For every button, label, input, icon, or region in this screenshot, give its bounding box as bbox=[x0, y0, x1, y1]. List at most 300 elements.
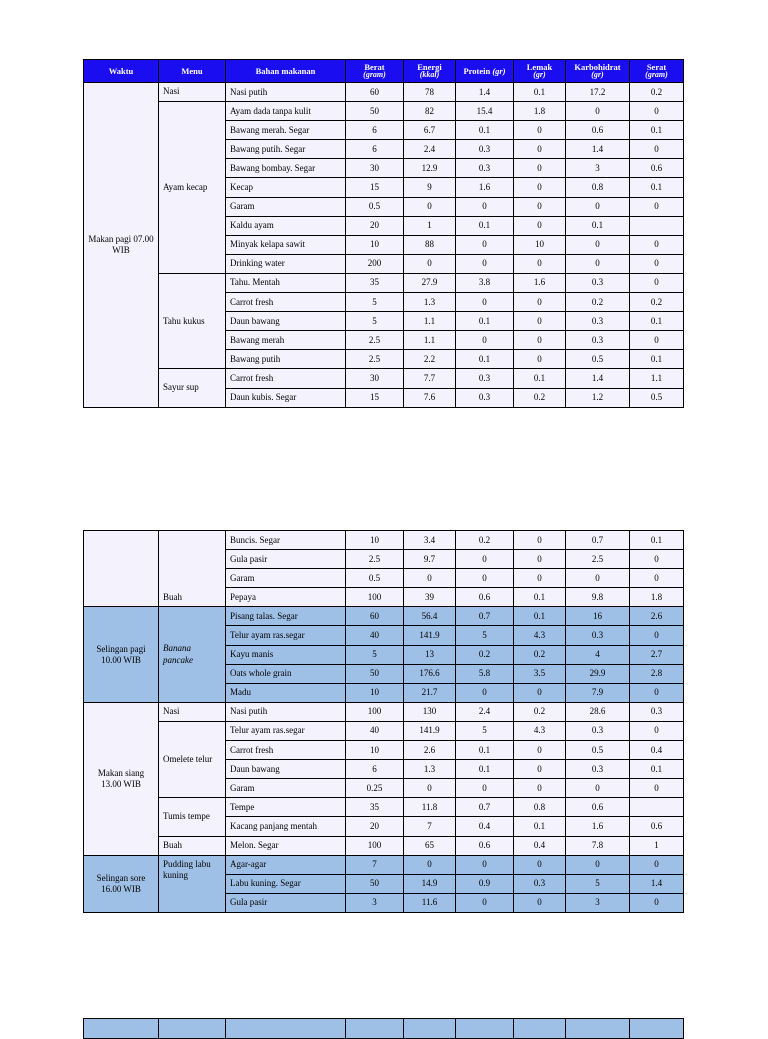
table-row bbox=[84, 702, 684, 721]
serat-cell: 0.6 bbox=[630, 817, 684, 836]
energi-cell: 65 bbox=[404, 836, 456, 855]
berat-cell: 50 bbox=[346, 664, 404, 683]
energi-cell: 141.9 bbox=[404, 626, 456, 645]
protein-cell: 3.8 bbox=[456, 273, 514, 292]
menu-cell: Omelete telur bbox=[159, 721, 226, 797]
berat-cell: 200 bbox=[346, 254, 404, 273]
ingredient-cell: Pepaya bbox=[226, 588, 346, 607]
serat-cell: 0.1 bbox=[630, 312, 684, 331]
energi-cell: 0 bbox=[404, 254, 456, 273]
serat-cell: 0 bbox=[630, 683, 684, 702]
lemak-cell: 0.2 bbox=[514, 645, 566, 664]
berat-cell: 10 bbox=[346, 683, 404, 702]
ingredient-cell: Bawang merah. Segar bbox=[226, 121, 346, 140]
menu-cell: Banana pancake bbox=[159, 607, 226, 702]
energi-cell: 82 bbox=[404, 102, 456, 121]
berat-cell: 0.5 bbox=[346, 569, 404, 588]
karbohidrat-cell: 0 bbox=[566, 197, 630, 216]
ingredient-cell: Daun bawang bbox=[226, 312, 346, 331]
serat-cell: 0.1 bbox=[630, 531, 684, 550]
meal-cell: Selingan sore 16.00 WIB bbox=[84, 855, 159, 912]
ingredient-cell: Bawang bombay. Segar bbox=[226, 159, 346, 178]
header-berat: Berat (gram) bbox=[346, 60, 404, 83]
protein-cell: 0 bbox=[456, 197, 514, 216]
serat-cell: 0 bbox=[630, 893, 684, 912]
menu-cell: Buah bbox=[159, 836, 226, 855]
menu-cell: Nasi bbox=[159, 702, 226, 721]
berat-cell: 2.5 bbox=[346, 550, 404, 569]
energi-cell: 11.6 bbox=[404, 893, 456, 912]
energi-cell: 78 bbox=[404, 83, 456, 102]
serat-cell: 0 bbox=[630, 626, 684, 645]
serat-cell: 0 bbox=[630, 550, 684, 569]
energi-cell: 7 bbox=[404, 817, 456, 836]
karbohidrat-cell: 0.6 bbox=[566, 798, 630, 817]
protein-cell: 0.6 bbox=[456, 836, 514, 855]
serat-cell: 0 bbox=[630, 273, 684, 292]
meal-cell: Makan pagi 07.00 WIB bbox=[84, 83, 159, 408]
serat-cell: 0.4 bbox=[630, 741, 684, 760]
lemak-cell: 1.6 bbox=[514, 273, 566, 292]
serat-cell: 0.1 bbox=[630, 121, 684, 140]
ingredient-cell: Ayam dada tanpa kulit bbox=[226, 102, 346, 121]
energi-cell: 88 bbox=[404, 235, 456, 254]
berat-cell: 60 bbox=[346, 607, 404, 626]
karbohidrat-cell: 1.4 bbox=[566, 369, 630, 388]
ingredient-cell: Tahu. Mentah bbox=[226, 273, 346, 292]
protein-cell: 0 bbox=[456, 855, 514, 874]
lemak-cell: 0 bbox=[514, 121, 566, 140]
lemak-cell: 0 bbox=[514, 159, 566, 178]
ingredient-cell: Oats whole grain bbox=[226, 664, 346, 683]
serat-cell: 0.3 bbox=[630, 702, 684, 721]
karbohidrat-cell: 28.6 bbox=[566, 702, 630, 721]
berat-cell: 30 bbox=[346, 159, 404, 178]
karbohidrat-cell: 7.8 bbox=[566, 836, 630, 855]
ingredient-cell: Bawang putih bbox=[226, 350, 346, 369]
ingredient-cell: Daun kubis. Segar bbox=[226, 388, 346, 407]
karbohidrat-cell: 0.6 bbox=[566, 121, 630, 140]
serat-cell: 0 bbox=[630, 779, 684, 798]
berat-cell: 5 bbox=[346, 645, 404, 664]
lemak-cell: 3.5 bbox=[514, 664, 566, 683]
protein-cell: 0.4 bbox=[456, 817, 514, 836]
serat-cell: 0 bbox=[630, 102, 684, 121]
table-row bbox=[84, 102, 684, 121]
header-serat: Serat (gram) bbox=[630, 60, 684, 83]
header-karbohidrat: Karbohidrat (gr) bbox=[566, 60, 630, 83]
karbohidrat-cell: 0.5 bbox=[566, 741, 630, 760]
protein-cell: 15.4 bbox=[456, 102, 514, 121]
serat-cell: 0.2 bbox=[630, 83, 684, 102]
lemak-cell: 0 bbox=[514, 178, 566, 197]
berat-cell: 5 bbox=[346, 312, 404, 331]
berat-cell: 0.5 bbox=[346, 197, 404, 216]
karbohidrat-cell: 0 bbox=[566, 855, 630, 874]
serat-cell: 0 bbox=[630, 331, 684, 350]
berat-cell: 6 bbox=[346, 760, 404, 779]
berat-cell: 30 bbox=[346, 369, 404, 388]
header-energi: Energi (kkal) bbox=[404, 60, 456, 83]
lemak-cell: 0.2 bbox=[514, 702, 566, 721]
protein-cell: 0.1 bbox=[456, 312, 514, 331]
ingredient-cell: Garam bbox=[226, 197, 346, 216]
serat-cell bbox=[630, 798, 684, 817]
protein-cell: 5.8 bbox=[456, 664, 514, 683]
protein-cell: 0.1 bbox=[456, 741, 514, 760]
lemak-cell: 0 bbox=[514, 760, 566, 779]
lemak-cell: 0.1 bbox=[514, 607, 566, 626]
lemak-cell: 4.3 bbox=[514, 721, 566, 740]
karbohidrat-cell: 0 bbox=[566, 779, 630, 798]
lemak-cell: 0 bbox=[514, 312, 566, 331]
ingredient-cell: Bawang putih. Segar bbox=[226, 140, 346, 159]
energi-cell: 0 bbox=[404, 197, 456, 216]
energi-cell: 3.4 bbox=[404, 531, 456, 550]
energi-cell: 39 bbox=[404, 588, 456, 607]
energi-cell: 13 bbox=[404, 645, 456, 664]
lemak-cell: 0 bbox=[514, 531, 566, 550]
protein-cell: 0.3 bbox=[456, 140, 514, 159]
karbohidrat-cell: 7.9 bbox=[566, 683, 630, 702]
ingredient-cell: Garam bbox=[226, 779, 346, 798]
berat-cell: 40 bbox=[346, 626, 404, 645]
ingredient-cell: Tempe bbox=[226, 798, 346, 817]
energi-cell: 9.7 bbox=[404, 550, 456, 569]
energi-cell: 1.1 bbox=[404, 312, 456, 331]
karbohidrat-cell: 0.3 bbox=[566, 721, 630, 740]
protein-cell: 0 bbox=[456, 550, 514, 569]
karbohidrat-cell: 3 bbox=[566, 159, 630, 178]
ingredient-cell: Gula pasir bbox=[226, 893, 346, 912]
protein-cell: 0.7 bbox=[456, 607, 514, 626]
ingredient-cell: Telur ayam ras.segar bbox=[226, 721, 346, 740]
berat-cell: 100 bbox=[346, 702, 404, 721]
karbohidrat-cell: 0.1 bbox=[566, 216, 630, 235]
berat-cell: 10 bbox=[346, 235, 404, 254]
nutrition-table-page-1 bbox=[83, 59, 684, 408]
ingredient-cell: Telur ayam ras.segar bbox=[226, 626, 346, 645]
ingredient-cell: Labu kuning. Segar bbox=[226, 874, 346, 893]
menu-cell: Sayur sup bbox=[159, 369, 226, 407]
karbohidrat-cell: 0.7 bbox=[566, 531, 630, 550]
meal-cell: Selingan pagi 10.00 WIB bbox=[84, 607, 159, 702]
berat-cell: 6 bbox=[346, 121, 404, 140]
lemak-cell: 0 bbox=[514, 331, 566, 350]
lemak-cell: 0 bbox=[514, 779, 566, 798]
energi-cell: 130 bbox=[404, 702, 456, 721]
karbohidrat-cell: 1.2 bbox=[566, 388, 630, 407]
serat-cell: 0.2 bbox=[630, 293, 684, 312]
serat-cell: 0 bbox=[630, 721, 684, 740]
protein-cell: 0.1 bbox=[456, 216, 514, 235]
table-row bbox=[84, 83, 684, 102]
berat-cell: 50 bbox=[346, 102, 404, 121]
energi-cell: 12.9 bbox=[404, 159, 456, 178]
berat-cell: 15 bbox=[346, 178, 404, 197]
energi-cell: 14.9 bbox=[404, 874, 456, 893]
energi-cell: 1.3 bbox=[404, 760, 456, 779]
berat-cell: 40 bbox=[346, 721, 404, 740]
karbohidrat-cell: 16 bbox=[566, 607, 630, 626]
karbohidrat-cell: 0.2 bbox=[566, 293, 630, 312]
table-row bbox=[84, 836, 684, 855]
serat-cell: 1.1 bbox=[630, 369, 684, 388]
energi-cell: 0 bbox=[404, 569, 456, 588]
lemak-cell: 0 bbox=[514, 293, 566, 312]
protein-cell: 2.4 bbox=[456, 702, 514, 721]
lemak-cell: 0.1 bbox=[514, 83, 566, 102]
protein-cell: 0.1 bbox=[456, 760, 514, 779]
lemak-cell: 0 bbox=[514, 550, 566, 569]
header-menu: Menu bbox=[159, 60, 226, 83]
berat-cell: 100 bbox=[346, 836, 404, 855]
energi-cell: 56.4 bbox=[404, 607, 456, 626]
energi-cell: 1 bbox=[404, 216, 456, 235]
lemak-cell: 0.1 bbox=[514, 588, 566, 607]
ingredient-cell: Melon. Segar bbox=[226, 836, 346, 855]
berat-cell: 0.25 bbox=[346, 779, 404, 798]
serat-cell bbox=[630, 216, 684, 235]
berat-cell: 50 bbox=[346, 874, 404, 893]
protein-cell: 0 bbox=[456, 569, 514, 588]
protein-cell: 0.9 bbox=[456, 874, 514, 893]
karbohidrat-cell: 0 bbox=[566, 235, 630, 254]
ingredient-cell: Carrot fresh bbox=[226, 293, 346, 312]
serat-cell: 1.4 bbox=[630, 874, 684, 893]
berat-cell: 10 bbox=[346, 531, 404, 550]
serat-cell: 0.1 bbox=[630, 760, 684, 779]
table-row bbox=[84, 531, 684, 550]
karbohidrat-cell: 0 bbox=[566, 254, 630, 273]
protein-cell: 5 bbox=[456, 721, 514, 740]
serat-cell: 2.7 bbox=[630, 645, 684, 664]
serat-cell: 0 bbox=[630, 235, 684, 254]
berat-cell: 100 bbox=[346, 588, 404, 607]
protein-cell: 0.3 bbox=[456, 159, 514, 178]
berat-cell: 5 bbox=[346, 293, 404, 312]
ingredient-cell: Nasi putih bbox=[226, 83, 346, 102]
lemak-cell: 0 bbox=[514, 893, 566, 912]
ingredient-cell: Pisang talas. Segar bbox=[226, 607, 346, 626]
karbohidrat-cell: 1.6 bbox=[566, 817, 630, 836]
karbohidrat-cell: 0.8 bbox=[566, 178, 630, 197]
energi-cell: 1.3 bbox=[404, 293, 456, 312]
ingredient-cell: Carrot fresh bbox=[226, 741, 346, 760]
ingredient-cell: Kaldu ayam bbox=[226, 216, 346, 235]
ingredient-cell: Kayu manis bbox=[226, 645, 346, 664]
protein-cell: 0 bbox=[456, 235, 514, 254]
lemak-cell: 4.3 bbox=[514, 626, 566, 645]
protein-cell: 0.7 bbox=[456, 798, 514, 817]
lemak-cell: 0 bbox=[514, 569, 566, 588]
energi-cell: 11.8 bbox=[404, 798, 456, 817]
header-protein: Protein (gr) bbox=[456, 60, 514, 83]
energi-cell: 9 bbox=[404, 178, 456, 197]
lemak-cell: 0 bbox=[514, 683, 566, 702]
ingredient-cell: Buncis. Segar bbox=[226, 531, 346, 550]
serat-cell: 0 bbox=[630, 140, 684, 159]
energi-cell: 27.9 bbox=[404, 273, 456, 292]
lemak-cell: 0.1 bbox=[514, 369, 566, 388]
lemak-cell: 0 bbox=[514, 140, 566, 159]
lemak-cell: 0 bbox=[514, 197, 566, 216]
karbohidrat-cell: 5 bbox=[566, 874, 630, 893]
lemak-cell: 0 bbox=[514, 855, 566, 874]
karbohidrat-cell: 0.3 bbox=[566, 312, 630, 331]
header-waktu: Waktu bbox=[84, 60, 159, 83]
serat-cell: 0.1 bbox=[630, 350, 684, 369]
protein-cell: 0.3 bbox=[456, 369, 514, 388]
menu-cell: Ayam kecap bbox=[159, 102, 226, 274]
lemak-cell: 0 bbox=[514, 216, 566, 235]
protein-cell: 1.6 bbox=[456, 178, 514, 197]
ingredient-cell: Kecap bbox=[226, 178, 346, 197]
berat-cell: 35 bbox=[346, 798, 404, 817]
protein-cell: 0.1 bbox=[456, 350, 514, 369]
berat-cell: 7 bbox=[346, 855, 404, 874]
serat-cell: 0.6 bbox=[630, 159, 684, 178]
karbohidrat-cell: 0.5 bbox=[566, 350, 630, 369]
lemak-cell: 0 bbox=[514, 254, 566, 273]
lemak-cell: 10 bbox=[514, 235, 566, 254]
karbohidrat-cell: 3 bbox=[566, 893, 630, 912]
berat-cell: 15 bbox=[346, 388, 404, 407]
protein-cell: 0.3 bbox=[456, 388, 514, 407]
berat-cell: 20 bbox=[346, 817, 404, 836]
serat-cell: 0.1 bbox=[630, 178, 684, 197]
serat-cell: 2.6 bbox=[630, 607, 684, 626]
header-row bbox=[84, 60, 684, 83]
karbohidrat-cell: 4 bbox=[566, 645, 630, 664]
ingredient-cell: Carrot fresh bbox=[226, 369, 346, 388]
energi-cell: 2.2 bbox=[404, 350, 456, 369]
berat-cell: 6 bbox=[346, 140, 404, 159]
table-row bbox=[84, 607, 684, 626]
menu-cell: Nasi bbox=[159, 83, 226, 102]
protein-cell: 1.4 bbox=[456, 83, 514, 102]
ingredient-cell: Daun bawang bbox=[226, 760, 346, 779]
lemak-cell: 0.1 bbox=[514, 817, 566, 836]
header-bahan: Bahan makanan bbox=[226, 60, 346, 83]
berat-cell: 3 bbox=[346, 893, 404, 912]
energi-cell: 21.7 bbox=[404, 683, 456, 702]
protein-cell: 0.2 bbox=[456, 531, 514, 550]
menu-cell: Tumis tempe bbox=[159, 798, 226, 836]
energi-cell: 0 bbox=[404, 779, 456, 798]
serat-cell: 0 bbox=[630, 197, 684, 216]
karbohidrat-cell: 29.9 bbox=[566, 664, 630, 683]
berat-cell: 35 bbox=[346, 273, 404, 292]
protein-cell: 0 bbox=[456, 683, 514, 702]
energi-cell: 1.1 bbox=[404, 331, 456, 350]
karbohidrat-cell: 0.3 bbox=[566, 331, 630, 350]
ingredient-cell: Kacang panjang mentah bbox=[226, 817, 346, 836]
menu-cell: Buah bbox=[159, 531, 226, 607]
ingredient-cell: Agar-agar bbox=[226, 855, 346, 874]
protein-cell: 0.6 bbox=[456, 588, 514, 607]
serat-cell: 0 bbox=[630, 855, 684, 874]
meal-cell-continued bbox=[84, 531, 159, 607]
table-row bbox=[84, 855, 684, 874]
lemak-cell: 0.4 bbox=[514, 836, 566, 855]
table-row bbox=[84, 1019, 684, 1039]
karbohidrat-cell: 0.3 bbox=[566, 273, 630, 292]
berat-cell: 10 bbox=[346, 741, 404, 760]
karbohidrat-cell: 0.3 bbox=[566, 760, 630, 779]
table-row bbox=[84, 369, 684, 388]
lemak-cell: 0.2 bbox=[514, 388, 566, 407]
serat-cell: 2.8 bbox=[630, 664, 684, 683]
lemak-cell: 0 bbox=[514, 350, 566, 369]
berat-cell: 2.5 bbox=[346, 350, 404, 369]
protein-cell: 0 bbox=[456, 779, 514, 798]
meal-cell: Makan siang 13.00 WIB bbox=[84, 702, 159, 855]
energi-cell: 176.6 bbox=[404, 664, 456, 683]
karbohidrat-cell: 1.4 bbox=[566, 140, 630, 159]
protein-cell: 0 bbox=[456, 254, 514, 273]
serat-cell: 1 bbox=[630, 836, 684, 855]
lemak-cell: 0.8 bbox=[514, 798, 566, 817]
karbohidrat-cell: 9.8 bbox=[566, 588, 630, 607]
serat-cell: 1.8 bbox=[630, 588, 684, 607]
protein-cell: 0 bbox=[456, 331, 514, 350]
protein-cell: 0.2 bbox=[456, 645, 514, 664]
lemak-cell: 0 bbox=[514, 741, 566, 760]
energi-cell: 7.7 bbox=[404, 369, 456, 388]
karbohidrat-cell: 17.2 bbox=[566, 83, 630, 102]
table-row bbox=[84, 721, 684, 740]
berat-cell: 20 bbox=[346, 216, 404, 235]
karbohidrat-cell: 0 bbox=[566, 569, 630, 588]
serat-cell: 0.5 bbox=[630, 388, 684, 407]
header-lemak: Lemak (gr) bbox=[514, 60, 566, 83]
ingredient-cell: Madu bbox=[226, 683, 346, 702]
berat-cell: 2.5 bbox=[346, 331, 404, 350]
karbohidrat-cell: 0 bbox=[566, 102, 630, 121]
berat-cell: 60 bbox=[346, 83, 404, 102]
energi-cell: 141.9 bbox=[404, 721, 456, 740]
ingredient-cell: Garam bbox=[226, 569, 346, 588]
ingredient-cell: Bawang merah bbox=[226, 331, 346, 350]
protein-cell: 5 bbox=[456, 626, 514, 645]
protein-cell: 0 bbox=[456, 893, 514, 912]
ingredient-cell: Gula pasir bbox=[226, 550, 346, 569]
serat-cell: 0 bbox=[630, 254, 684, 273]
protein-cell: 0 bbox=[456, 293, 514, 312]
menu-cell: Tahu kukus bbox=[159, 273, 226, 368]
energi-cell: 2.4 bbox=[404, 140, 456, 159]
energi-cell: 7.6 bbox=[404, 388, 456, 407]
lemak-cell: 0.3 bbox=[514, 874, 566, 893]
table-row bbox=[84, 798, 684, 817]
karbohidrat-cell: 0.3 bbox=[566, 626, 630, 645]
ingredient-cell: Nasi putih bbox=[226, 702, 346, 721]
serat-cell: 0 bbox=[630, 569, 684, 588]
protein-cell: 0.1 bbox=[456, 121, 514, 140]
energi-cell: 0 bbox=[404, 855, 456, 874]
menu-cell: Pudding labu kuning bbox=[159, 855, 226, 912]
nutrition-table-page-2 bbox=[83, 530, 684, 913]
ingredient-cell: Minyak kelapa sawit bbox=[226, 235, 346, 254]
karbohidrat-cell: 2.5 bbox=[566, 550, 630, 569]
nutrition-table-page-3 bbox=[83, 1018, 684, 1039]
lemak-cell: 1.8 bbox=[514, 102, 566, 121]
energi-cell: 2.6 bbox=[404, 741, 456, 760]
table-row bbox=[84, 273, 684, 292]
ingredient-cell: Drinking water bbox=[226, 254, 346, 273]
energi-cell: 6.7 bbox=[404, 121, 456, 140]
